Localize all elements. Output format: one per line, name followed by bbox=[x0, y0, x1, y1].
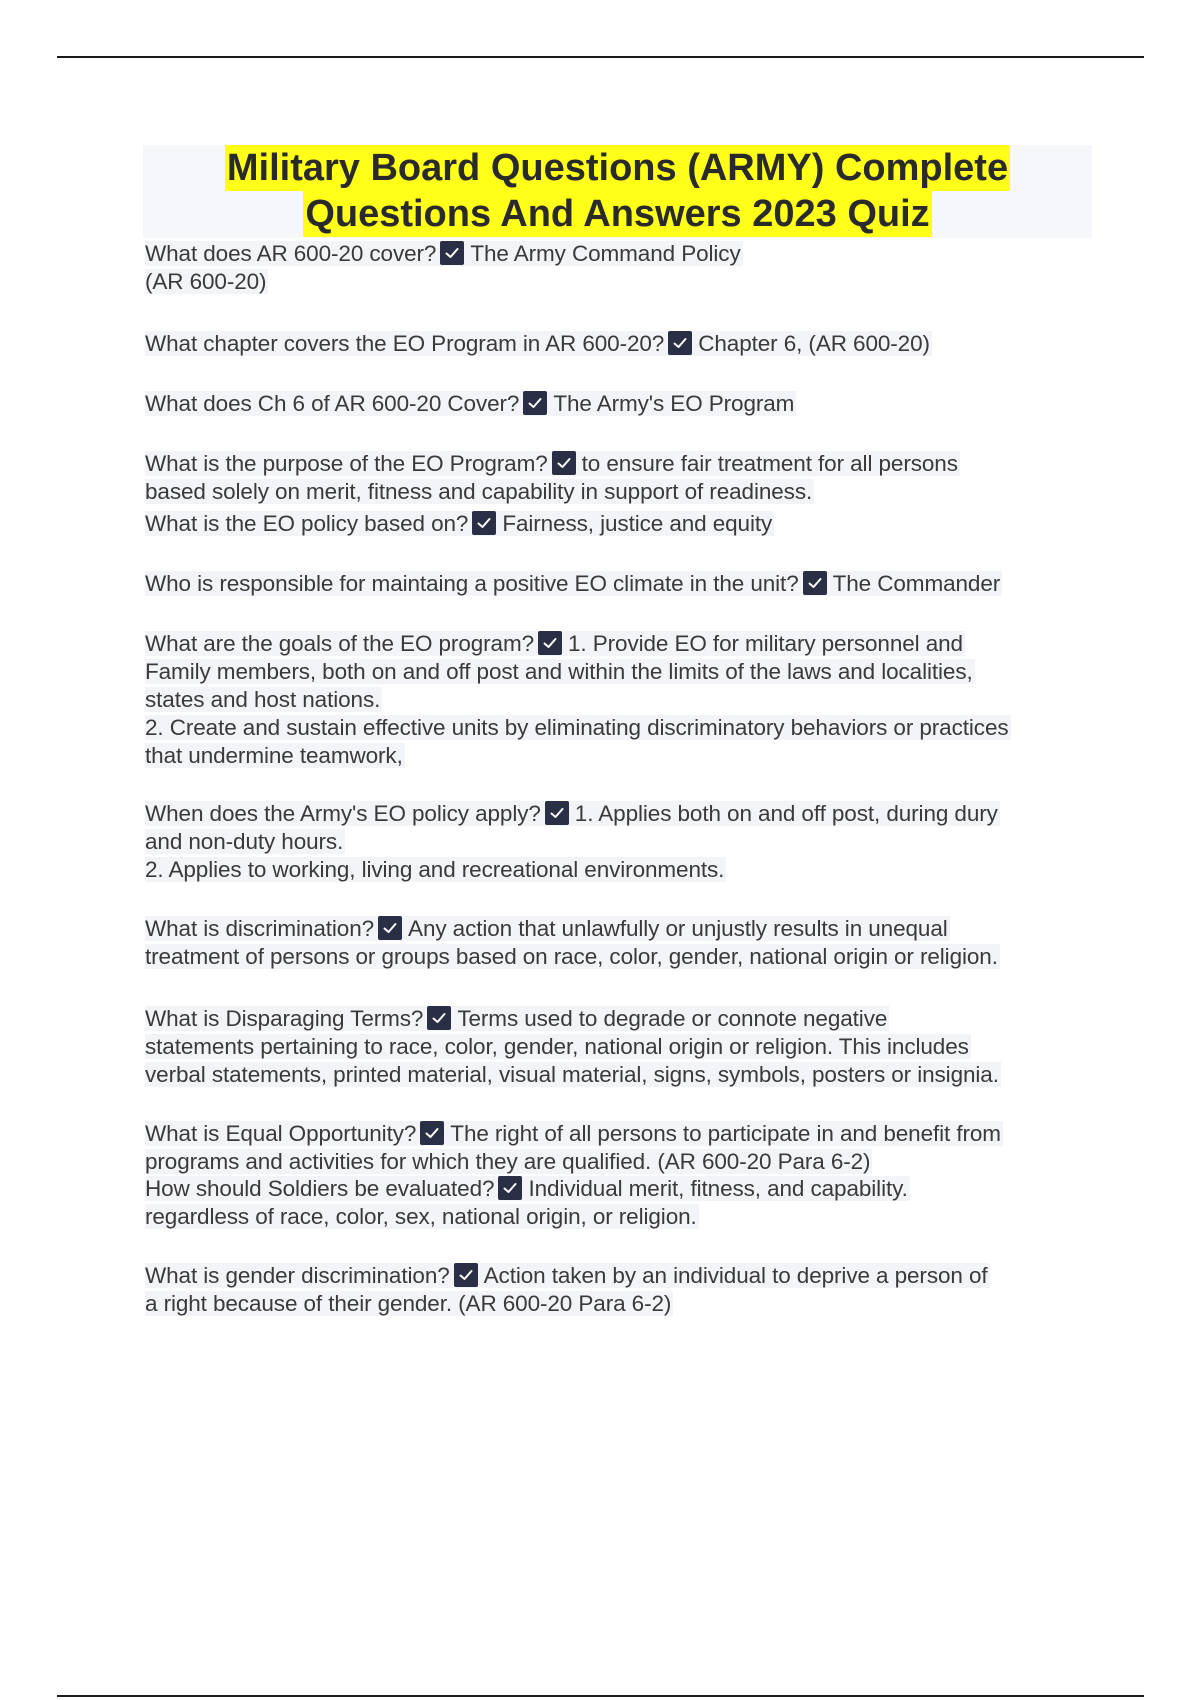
question-text: What are the goals of the EO program? bbox=[145, 631, 535, 656]
question-text: When does the Army's EO policy apply? bbox=[145, 801, 541, 826]
answer-continuation-line bbox=[145, 1148, 1095, 1176]
qa-item bbox=[145, 390, 1095, 418]
answer-continuation-text: regardless of race, color, sex, national origin, or religion. bbox=[145, 1204, 697, 1229]
qa-first-line bbox=[145, 1120, 1095, 1148]
qa-item bbox=[145, 1175, 1095, 1231]
qa-first-line-text bbox=[145, 511, 774, 536]
check-box-icon bbox=[420, 1121, 444, 1145]
answer-continuation-line bbox=[145, 686, 1095, 714]
question-text: How should Soldiers be evaluated? bbox=[145, 1176, 495, 1201]
qa-first-line-text bbox=[145, 631, 965, 656]
qa-item bbox=[145, 1262, 1095, 1318]
answer-continuation-line bbox=[145, 1203, 1095, 1231]
answer-text: Action taken by an individual to deprive a person of bbox=[483, 1263, 988, 1288]
question-text: What is Disparaging Terms? bbox=[145, 1006, 424, 1031]
qa-first-line-text bbox=[145, 331, 932, 356]
answer-continuation-text: and non-duty hours. bbox=[145, 829, 344, 854]
qa-first-line bbox=[145, 390, 1095, 418]
qa-item bbox=[145, 915, 1095, 971]
qa-first-line-text bbox=[145, 801, 1000, 826]
answer-text: Fairness, justice and equity bbox=[502, 511, 773, 536]
check-box-icon bbox=[803, 571, 827, 595]
qa-first-line bbox=[145, 800, 1095, 828]
answer-continuation-text: verbal statements, printed material, visual material, signs, symbols, posters or insignia. bbox=[145, 1062, 999, 1087]
qa-first-line-text bbox=[145, 571, 1002, 596]
qa-first-line-text bbox=[145, 391, 796, 416]
qa-item bbox=[145, 450, 1095, 506]
qa-first-line bbox=[145, 450, 1095, 478]
title-line-2: Questions And Answers 2023 Quiz bbox=[305, 193, 930, 235]
question-text: Who is responsible for maintaing a positive EO climate in the unit? bbox=[145, 571, 799, 596]
check-box-icon bbox=[440, 241, 464, 265]
answer-text: Individual merit, fitness, and capability. bbox=[528, 1176, 908, 1201]
answer-continuation-text: (AR 600-20) bbox=[145, 269, 267, 294]
answer-text: The Commander bbox=[832, 571, 1001, 596]
answer-continuation-line bbox=[145, 943, 1095, 971]
qa-item bbox=[145, 570, 1095, 598]
answer-text: Any action that unlawfully or unjustly results in unequal bbox=[408, 916, 948, 941]
check-box-icon bbox=[498, 1176, 522, 1200]
qa-item bbox=[145, 1005, 1095, 1089]
qa-first-line bbox=[145, 570, 1095, 598]
check-box-icon bbox=[552, 451, 576, 475]
question-text: What chapter covers the EO Program in AR 600-20? bbox=[145, 331, 665, 356]
qa-first-line-text bbox=[145, 241, 743, 266]
answer-text: The Army Command Policy bbox=[470, 241, 741, 266]
check-box-icon bbox=[668, 331, 692, 355]
answer-continuation-line bbox=[145, 828, 1095, 856]
qa-first-line-text bbox=[145, 1121, 1003, 1146]
top-rule bbox=[57, 56, 1144, 58]
answer-continuation-line bbox=[145, 658, 1095, 686]
question-text: What is discrimination? bbox=[145, 916, 375, 941]
qa-first-line-text bbox=[145, 1176, 910, 1201]
answer-text: 1. Applies both on and off post, during dury bbox=[574, 801, 998, 826]
answer-continuation-line bbox=[145, 478, 1095, 506]
answer-continuation-text: that undermine teamwork, bbox=[145, 743, 403, 768]
qa-first-line bbox=[145, 915, 1095, 943]
qa-item bbox=[145, 1120, 1095, 1176]
title-line-1: Military Board Questions (ARMY) Complete bbox=[226, 147, 1009, 189]
question-text: What is Equal Opportunity? bbox=[145, 1121, 417, 1146]
question-text: What does Ch 6 of AR 600-20 Cover? bbox=[145, 391, 520, 416]
answer-continuation-line bbox=[145, 1033, 1095, 1061]
qa-first-line bbox=[145, 1175, 1095, 1203]
answer-continuation-line bbox=[145, 856, 1095, 884]
check-box-icon bbox=[454, 1263, 478, 1287]
answer-continuation-line bbox=[145, 714, 1095, 742]
answer-continuation-text: treatment of persons or groups based on race, color, gender, national origin or religion. bbox=[145, 944, 998, 969]
qa-first-line-text bbox=[145, 916, 950, 941]
question-text: What is the purpose of the EO Program? bbox=[145, 451, 548, 476]
qa-item bbox=[145, 240, 1095, 296]
qa-item bbox=[145, 630, 1095, 770]
qa-item bbox=[145, 800, 1095, 884]
answer-continuation-line bbox=[145, 1290, 1095, 1318]
answer-continuation-line bbox=[145, 742, 1095, 770]
answer-continuation-text: Family members, both on and off post and within the limits of the laws and localities, bbox=[145, 659, 973, 684]
answer-text: to ensure fair treatment for all persons bbox=[581, 451, 958, 476]
check-box-icon bbox=[472, 511, 496, 535]
answer-continuation-text: 2. Create and sustain effective units by eliminating discriminatory behaviors or practices bbox=[145, 715, 1009, 740]
question-text: What does AR 600-20 cover? bbox=[145, 241, 437, 266]
answer-continuation-text: states and host nations. bbox=[145, 687, 381, 712]
qa-first-line bbox=[145, 1262, 1095, 1290]
qa-first-line bbox=[145, 330, 1095, 358]
qa-first-line bbox=[145, 510, 1095, 538]
question-text: What is the EO policy based on? bbox=[145, 511, 469, 536]
qa-item bbox=[145, 330, 1095, 358]
answer-continuation-text: based solely on merit, fitness and capability in support of readiness. bbox=[145, 479, 813, 504]
qa-first-line-text bbox=[145, 1006, 889, 1031]
check-box-icon bbox=[378, 916, 402, 940]
question-text: What is gender discrimination? bbox=[145, 1263, 450, 1288]
check-box-icon bbox=[545, 801, 569, 825]
bottom-rule bbox=[57, 1695, 1144, 1697]
answer-text: The Army's EO Program bbox=[553, 391, 795, 416]
qa-first-line bbox=[145, 630, 1095, 658]
check-box-icon bbox=[427, 1006, 451, 1030]
check-box-icon bbox=[523, 391, 547, 415]
answer-text: Terms used to degrade or connote negative bbox=[457, 1006, 888, 1031]
qa-first-line-text bbox=[145, 451, 960, 476]
answer-continuation-text: programs and activities for which they are qualified. (AR 600-20 Para 6-2) bbox=[145, 1149, 871, 1174]
qa-first-line-text bbox=[145, 1263, 990, 1288]
answer-text: Chapter 6, (AR 600-20) bbox=[698, 331, 930, 356]
check-box-icon bbox=[538, 631, 562, 655]
answer-continuation-line bbox=[145, 268, 1095, 296]
document-title bbox=[143, 145, 1092, 238]
answer-continuation-text: 2. Applies to working, living and recreational environments. bbox=[145, 857, 725, 882]
answer-text: 1. Provide EO for military personnel and bbox=[568, 631, 963, 656]
qa-first-line bbox=[145, 1005, 1095, 1033]
answer-continuation-text: a right because of their gender. (AR 600-20 Para 6-2) bbox=[145, 1291, 672, 1316]
answer-continuation-line bbox=[145, 1061, 1095, 1089]
answer-continuation-text: statements pertaining to race, color, gender, national origin or religion. This includes bbox=[145, 1034, 969, 1059]
answer-text: The right of all persons to participate in and benefit from bbox=[450, 1121, 1001, 1146]
qa-item bbox=[145, 510, 1095, 538]
qa-first-line bbox=[145, 240, 1095, 268]
